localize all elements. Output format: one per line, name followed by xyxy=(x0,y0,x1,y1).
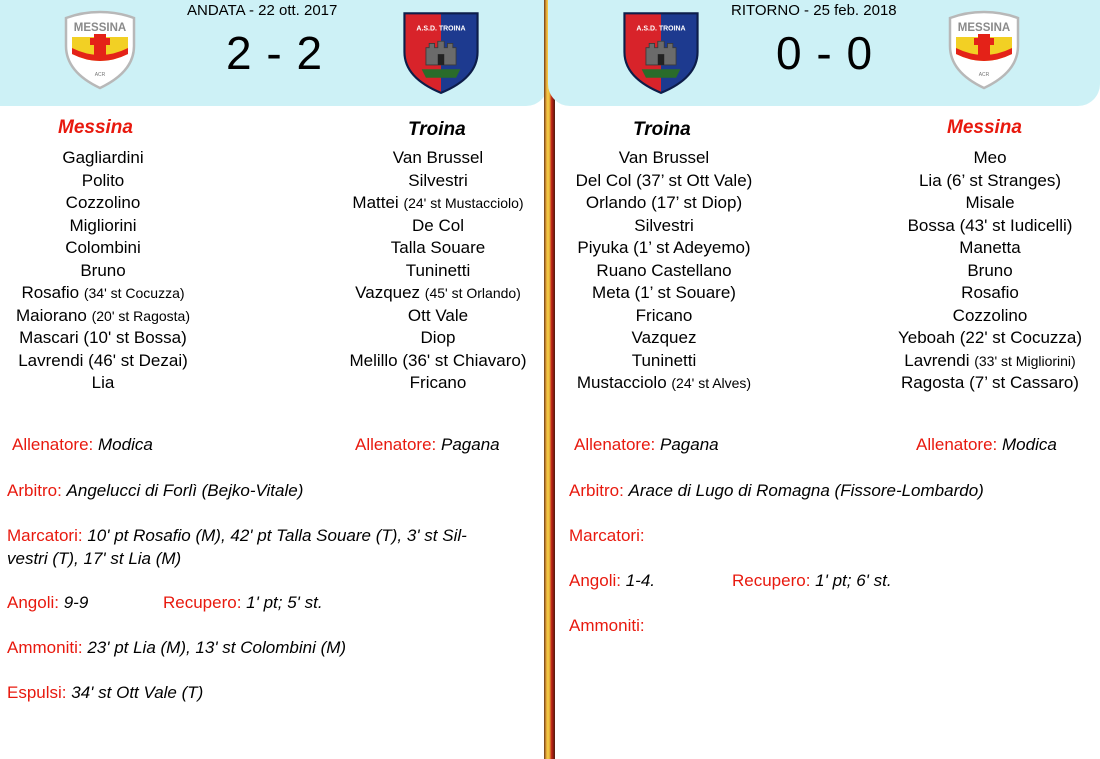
player-row xyxy=(884,372,1096,395)
player-row xyxy=(884,215,1096,238)
player-substitution: (34' st Cocuzza) xyxy=(83,285,185,301)
player-name: Melillo (36' st Chiavaro) xyxy=(349,350,527,370)
player-row xyxy=(884,305,1096,328)
player-name: Silvestri xyxy=(634,215,694,235)
player-name: Bruno xyxy=(967,260,1013,280)
player-row xyxy=(0,237,206,260)
player-name: Ott Vale xyxy=(407,305,469,325)
player-row xyxy=(336,372,540,395)
player-row xyxy=(336,327,540,350)
player-row xyxy=(336,192,540,215)
ritorno-panel xyxy=(552,0,1100,759)
player-name: Cozzolino xyxy=(952,305,1028,325)
player-name: Gagliardini xyxy=(62,148,144,167)
player-row xyxy=(336,350,540,373)
andata-stoppage: Recupero: 1' pt; 5' st. xyxy=(163,593,323,612)
player-substitution: (20' st Ragosta) xyxy=(91,307,190,324)
andata-bookings: Ammoniti: 23' pt Lia (M), 13' st Colombini (M) xyxy=(7,638,347,657)
player-row xyxy=(560,260,768,283)
player-name: Tuninetti xyxy=(631,350,697,370)
player-row xyxy=(336,282,540,305)
player-row xyxy=(0,260,206,283)
messina-logo-icon xyxy=(944,8,1024,97)
messina-logo-icon xyxy=(60,8,140,97)
player-row xyxy=(884,237,1096,260)
ritorno-home-lineup xyxy=(560,147,768,395)
andata-home-lineup xyxy=(0,147,206,395)
ritorno-away-coach: Allenatore: Modica xyxy=(916,435,1057,454)
player-row xyxy=(884,282,1096,305)
player-row xyxy=(336,305,540,328)
player-row xyxy=(336,215,540,238)
player-row xyxy=(560,147,768,170)
player-row xyxy=(0,147,206,170)
player-name: Colombini xyxy=(65,238,141,257)
player-row xyxy=(336,260,540,283)
player-name: Lia xyxy=(91,373,115,392)
player-row xyxy=(884,327,1096,350)
player-row xyxy=(0,215,206,238)
player-row xyxy=(884,350,1096,373)
player-name: Diop xyxy=(420,328,456,347)
player-name: Lavrendi (46' st Dezai) xyxy=(18,350,188,370)
player-name: Tuninetti xyxy=(405,260,471,280)
player-name: Del Col (37’ st Ott Vale) xyxy=(575,170,753,190)
andata-away-coach: Allenatore: Pagana xyxy=(355,435,500,454)
player-row xyxy=(560,327,768,350)
andata-scorers: Marcatori: 10' pt Rosafio (M), 42' pt Talla Souare (T), 3' st Sil- vestri (T), 17' st Lia (M) xyxy=(7,526,467,568)
ritorno-away-lineup xyxy=(884,147,1096,395)
player-row xyxy=(0,192,206,215)
player-name: De Col xyxy=(412,215,464,235)
player-name: Fricano xyxy=(409,373,467,392)
ritorno-header xyxy=(548,0,1100,106)
player-name: Polito xyxy=(81,170,125,190)
player-name: Rosafio xyxy=(961,283,1019,302)
player-name: Van Brussel xyxy=(392,148,484,167)
player-row xyxy=(0,372,206,395)
player-name: Van Brussel xyxy=(618,148,710,167)
player-name: Ruano Castellano xyxy=(596,260,732,280)
player-name: Manetta xyxy=(959,238,1021,257)
player-row xyxy=(884,170,1096,193)
player-row xyxy=(884,260,1096,283)
player-row xyxy=(560,237,768,260)
player-row xyxy=(560,282,768,305)
player-substitution: (24' st Alves) xyxy=(671,375,752,391)
andata-referee: Arbitro: Angelucci di Forlì (Bejko-Vitale) xyxy=(7,481,304,500)
player-name: Mattei xyxy=(352,193,399,212)
player-name: Mascari (10' st Bossa) xyxy=(19,328,187,347)
player-row xyxy=(0,350,206,373)
player-substitution: (45' st Orlando) xyxy=(424,285,521,301)
player-name: Misale xyxy=(965,193,1015,212)
player-name: Silvestri xyxy=(408,170,468,190)
player-name: Talla Souare xyxy=(390,238,486,257)
ritorno-home-coach: Allenatore: Pagana xyxy=(574,435,719,454)
ritorno-home-team: Troina xyxy=(633,119,691,140)
player-name: Fricano xyxy=(635,305,693,325)
player-name: Cozzolino xyxy=(65,193,141,212)
player-name: Bruno xyxy=(80,260,126,280)
player-name: Lavrendi xyxy=(904,350,970,370)
player-row xyxy=(336,147,540,170)
player-name: Meo xyxy=(973,148,1007,167)
player-row xyxy=(0,282,206,305)
ritorno-referee: Arbitro: Arace di Lugo di Romagna (Fissore-Lombardo) xyxy=(569,481,984,500)
player-name: Rosafio xyxy=(21,283,80,302)
player-row xyxy=(560,305,768,328)
player-name: Ragosta (7’ st Cassaro) xyxy=(901,373,1079,392)
player-name: Mustacciolo xyxy=(576,373,667,392)
andata-away-lineup xyxy=(336,147,540,395)
player-row xyxy=(560,215,768,238)
andata-home-team: Messina xyxy=(58,117,133,138)
player-row xyxy=(336,237,540,260)
player-name: Bossa (43' st Iudicelli) xyxy=(907,215,1073,235)
ritorno-away-team: Messina xyxy=(947,117,1022,138)
andata-away-team: Troina xyxy=(408,119,466,140)
player-name: Yeboah (22' st Cocuzza) xyxy=(897,328,1083,347)
player-row xyxy=(560,192,768,215)
ritorno-date: RITORNO - 25 feb. 2018 xyxy=(731,2,897,19)
player-name: Migliorini xyxy=(69,215,137,235)
andata-date: ANDATA - 22 ott. 2017 xyxy=(187,2,338,19)
ritorno-score: 0 - 0 xyxy=(776,27,874,79)
andata-sendoffs: Espulsi: 34' st Ott Vale (T) xyxy=(7,683,204,702)
troina-logo-icon xyxy=(618,6,704,103)
andata-corners: Angoli: 9-9 xyxy=(7,593,89,612)
player-row xyxy=(560,372,768,395)
player-name: Vazquez xyxy=(631,328,697,347)
ritorno-corners: Angoli: 1-4. xyxy=(569,571,656,590)
andata-home-coach: Allenatore: Modica xyxy=(12,435,153,454)
player-row xyxy=(560,170,768,193)
player-row xyxy=(0,327,206,350)
player-name: Maiorano xyxy=(16,305,87,325)
player-row xyxy=(0,170,206,193)
player-name: Orlando (17’ st Diop) xyxy=(585,193,743,212)
player-name: Vazquez xyxy=(355,283,421,302)
player-row xyxy=(884,147,1096,170)
ritorno-stoppage: Recupero: 1' pt; 6' st. xyxy=(732,571,892,590)
andata-panel xyxy=(0,0,548,759)
ritorno-scorers: Marcatori: xyxy=(569,526,645,545)
player-row xyxy=(336,170,540,193)
player-row xyxy=(884,192,1096,215)
player-name: Meta (1’ st Souare) xyxy=(592,283,736,302)
player-name: Piyuka (1’ st Adeyemo) xyxy=(577,238,751,257)
player-name: Lia (6’ st Stranges) xyxy=(918,170,1062,190)
player-substitution: (24' st Mustacciolo) xyxy=(403,195,524,211)
ritorno-bookings: Ammoniti: xyxy=(569,616,645,635)
player-substitution: (33' st Migliorini) xyxy=(974,352,1076,369)
player-row xyxy=(0,305,206,328)
player-row xyxy=(560,350,768,373)
andata-header xyxy=(0,0,548,106)
troina-logo-icon xyxy=(398,6,484,103)
andata-score: 2 - 2 xyxy=(226,27,324,79)
